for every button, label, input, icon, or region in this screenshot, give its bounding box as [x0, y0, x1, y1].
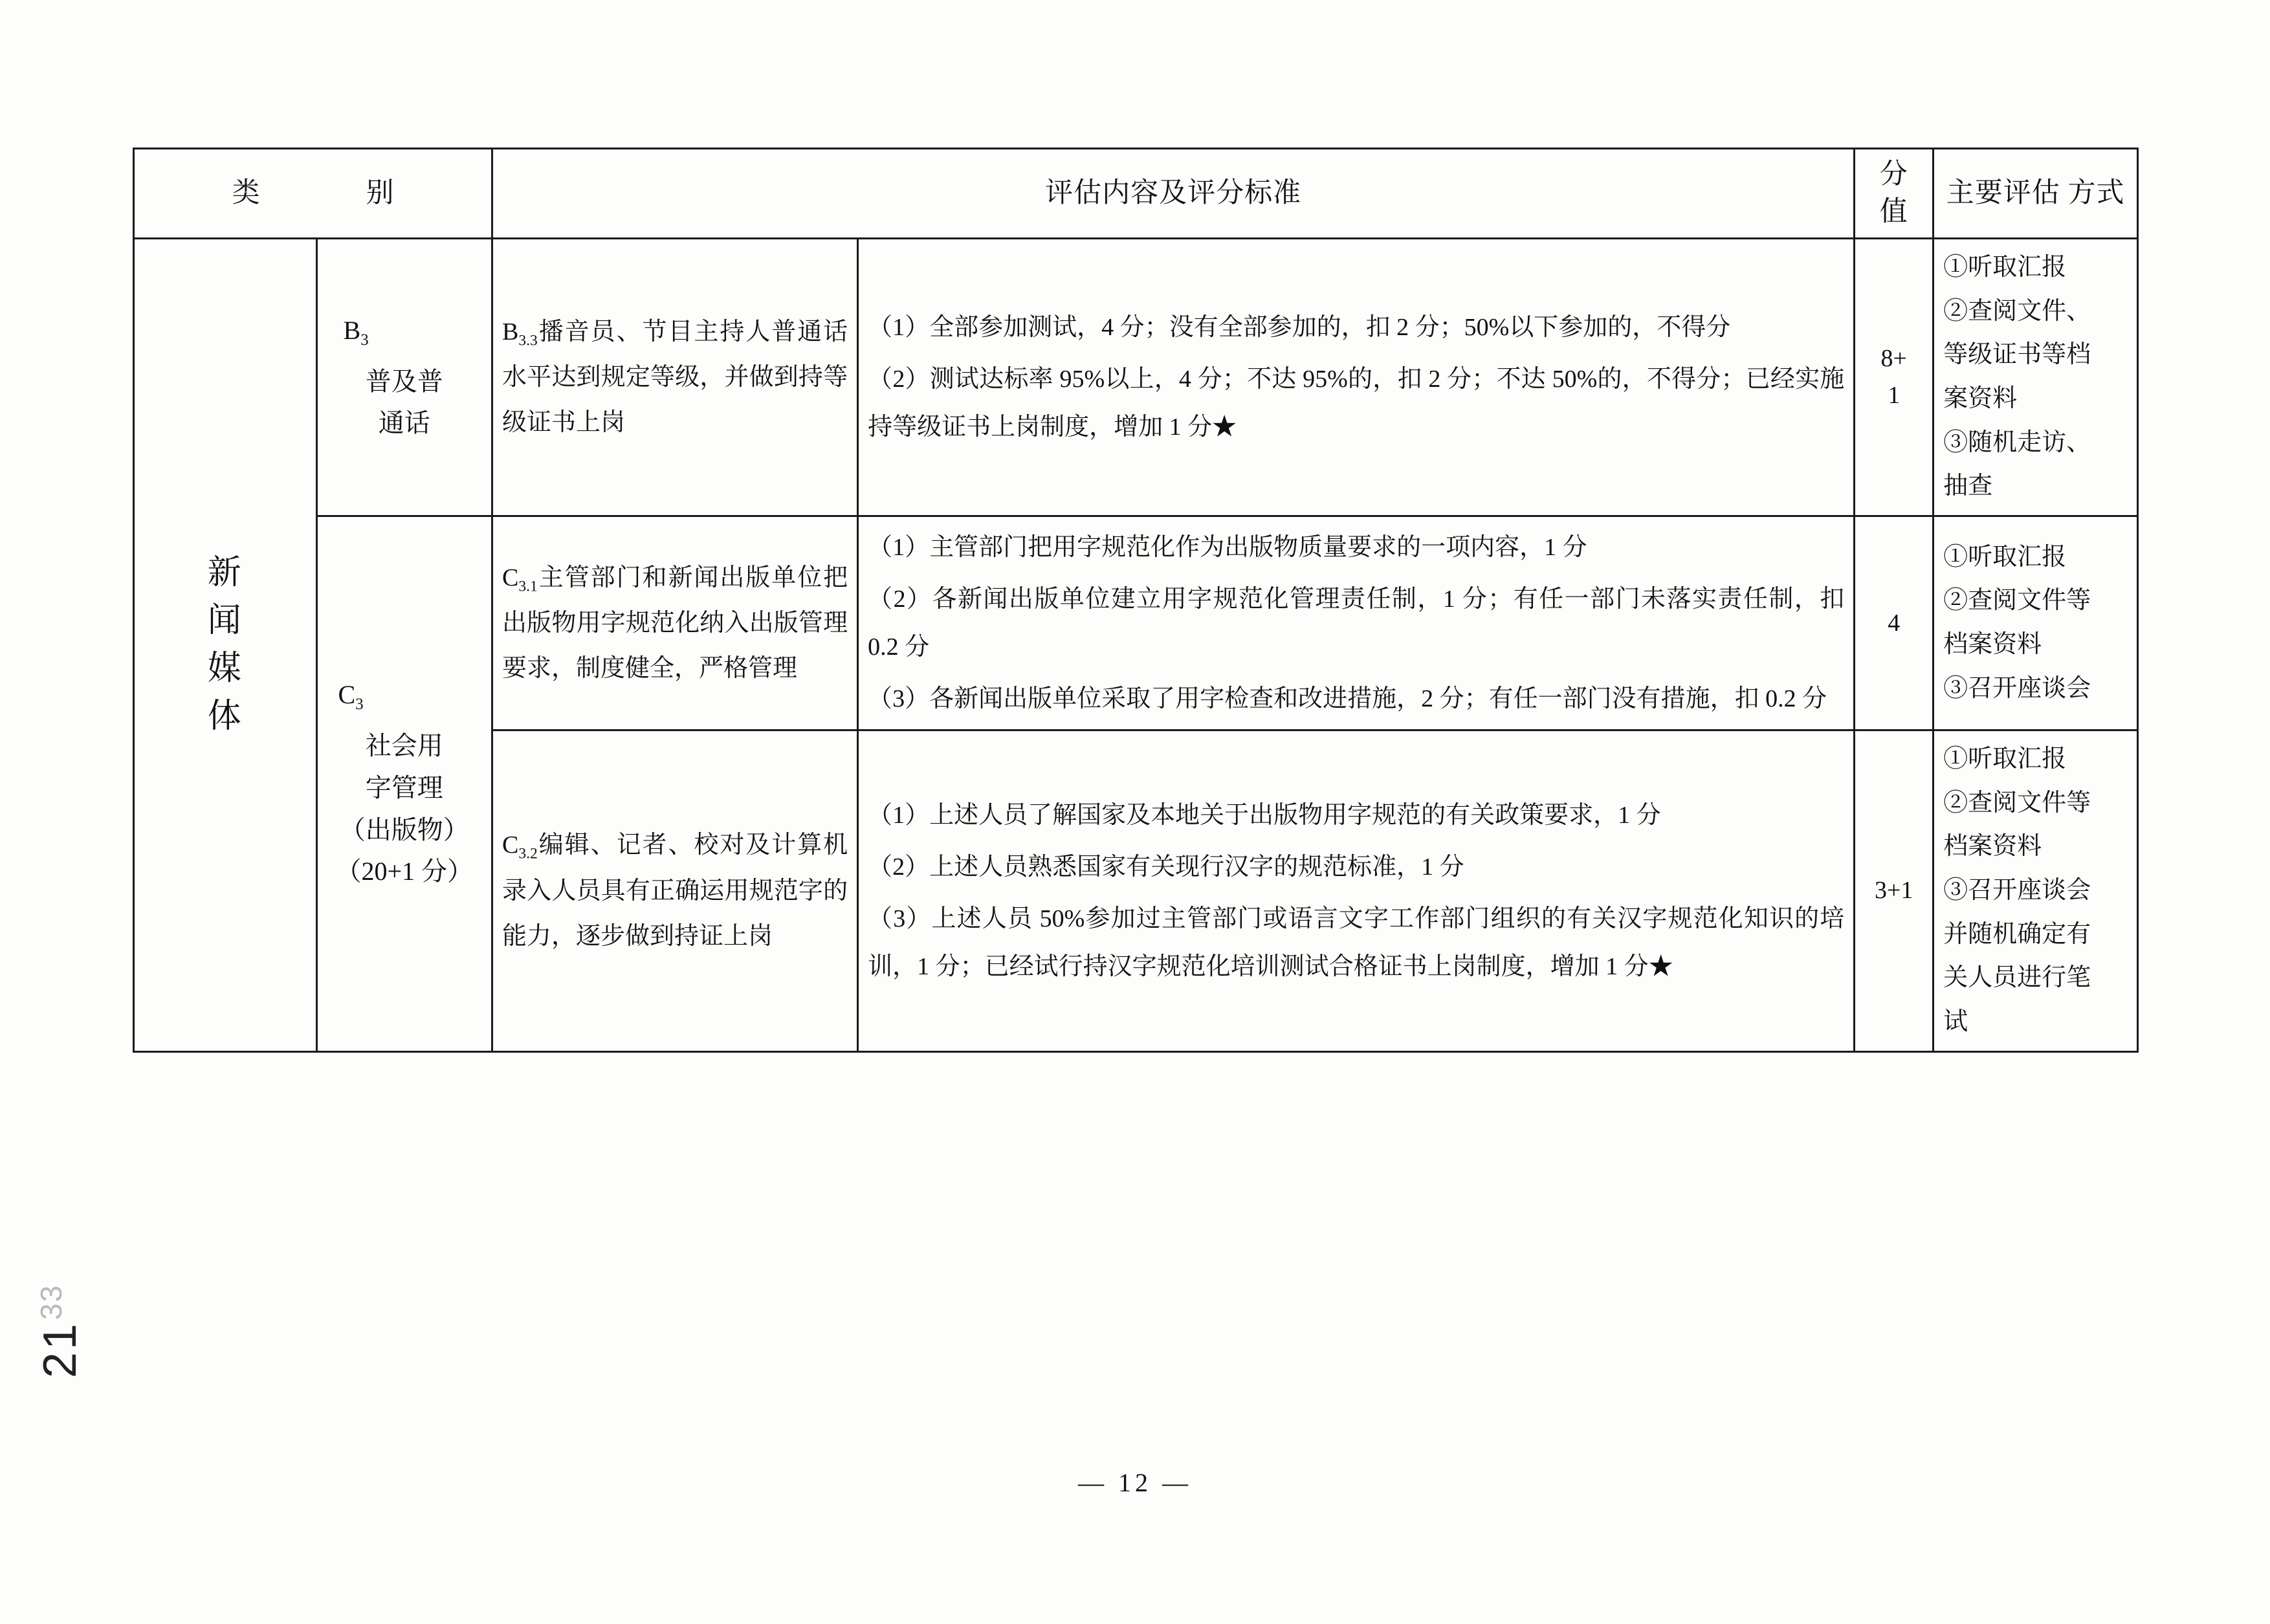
- side-number: 21: [34, 1321, 86, 1378]
- header-method-line1: 主要评估: [1946, 178, 2060, 209]
- method-line: 等级证书等档: [1943, 341, 2091, 369]
- header-content: 评估内容及评分标准: [492, 149, 1855, 239]
- method-line: ①听取汇报: [1943, 254, 2067, 281]
- criteria-line: （3）上述人员 50%参加过主管部门或语言文字工作部门组织的有关汉字规范化知识的培训，1 分；已经试行持汉字规范化培训测试合格证书上岗制度，增加 1 分★: [868, 905, 1845, 980]
- method-line: 并随机确定有: [1943, 920, 2091, 948]
- subcategory-b3: [316, 239, 492, 516]
- method-line: ②查阅文件等: [1943, 587, 2091, 615]
- item-text: 主管部门和新闻出版单位把出版物用字规范化纳入出版管理要求，制度健全，严格管理: [502, 564, 848, 683]
- item-code-sub: 3.2: [518, 846, 538, 863]
- subcategory-name-line: 普及普: [365, 366, 443, 396]
- subcategory-code: $B_3$: [343, 315, 369, 349]
- criteria-cell: [858, 730, 1855, 1051]
- criteria-cell: [858, 516, 1855, 730]
- method-line: 档案资料: [1943, 631, 2042, 659]
- assessment-table: [133, 148, 2139, 1053]
- table-row: [134, 516, 2138, 730]
- subcategory-code-sub: 3: [360, 331, 369, 349]
- score-line: 1: [1888, 381, 1901, 409]
- header-category: 类 别: [134, 149, 492, 239]
- item-text: 编辑、记者、校对及计算机录入人员具有正确运用规范字的能力，逐步做到持证上岗: [502, 831, 848, 950]
- item-cell: [492, 516, 858, 730]
- table-header-row: [134, 149, 2138, 239]
- score-cell: [1855, 516, 1934, 730]
- category-char: 闻: [207, 602, 243, 640]
- method-line: ③召开座谈会: [1943, 877, 2091, 905]
- header-method-line2: 方式: [2067, 178, 2125, 209]
- method-line: ②查阅文件等: [1943, 789, 2091, 817]
- header-method: [1934, 149, 2138, 239]
- subcategory-name-line: 社会用: [365, 731, 443, 761]
- score-cell: [1855, 730, 1934, 1051]
- criteria-line: （1）全部参加测试，4 分；没有全部参加的，扣 2 分；50%以下参加的，不得分: [868, 313, 1731, 341]
- item-code: $C_{3.1}$: [502, 564, 538, 595]
- criteria-line: （1）主管部门把用字规范化作为出版物质量要求的一项内容，1 分: [868, 533, 1587, 561]
- header-score-line1: 分: [1879, 159, 1908, 190]
- item-code: $B_{3.3}$: [502, 318, 538, 349]
- criteria-line: （2）测试达标率 95%以上，4 分；不达 95%的，扣 2 分；不达 50%的，不得分；已经实施持等级证书上岗制度，增加 1 分★: [868, 365, 1845, 441]
- subcategory-code-sub: 3: [355, 696, 364, 714]
- method-line: 试: [1943, 1007, 1968, 1035]
- category-cell: [134, 239, 317, 1052]
- header-score-line2: 值: [1879, 197, 1908, 228]
- category-char: 媒: [207, 650, 243, 687]
- subcategory-name-line: （出版物）: [339, 815, 469, 844]
- item-cell: [492, 730, 858, 1051]
- method-line: 案资料: [1943, 384, 2018, 412]
- table-row: [134, 239, 2138, 516]
- category-char: 新: [207, 554, 243, 592]
- side-number-faint: 33: [34, 1284, 68, 1320]
- category-char: 体: [207, 697, 243, 735]
- score-line: 8+: [1880, 344, 1907, 372]
- method-line: 关人员进行笔: [1943, 964, 2091, 992]
- criteria-line: （2）各新闻出版单位建立用字规范化管理责任制，1 分；有任一部门未落实责任制，扣 0.2 分: [868, 585, 1845, 661]
- criteria-line: （2）上述人员熟悉国家有关现行汉字的规范标准，1 分: [868, 853, 1464, 881]
- criteria-cell: [858, 239, 1855, 516]
- method-cell: [1934, 239, 2138, 516]
- method-line: 抽查: [1943, 472, 1993, 500]
- method-line: ①听取汇报: [1943, 543, 2067, 571]
- item-text: 播音员、节目主持人普通话水平达到规定等级，并做到持等级证书上岗: [502, 318, 848, 437]
- score-line: 4: [1888, 609, 1901, 637]
- item-cell: [492, 239, 858, 516]
- method-line: ①听取汇报: [1943, 745, 2067, 773]
- method-cell: [1934, 516, 2138, 730]
- score-cell: [1855, 239, 1934, 516]
- method-line: 档案资料: [1943, 833, 2042, 861]
- header-score: [1855, 149, 1934, 239]
- method-cell: [1934, 730, 2138, 1051]
- method-line: ③随机走访、: [1943, 428, 2091, 456]
- subcategory-name-line: 字管理: [365, 773, 443, 802]
- method-line: ③召开座谈会: [1943, 674, 2091, 702]
- method-line: ②查阅文件、: [1943, 297, 2091, 325]
- score-line: 3+1: [1875, 877, 1913, 905]
- page-number: — 12 —: [1078, 1468, 1192, 1497]
- criteria-line: （1）上述人员了解国家及本地关于出版物用字规范的有关政策要求，1 分: [868, 801, 1661, 829]
- criteria-line: （3）各新闻出版单位采取了用字检查和改进措施，2 分；有任一部门没有措施，扣 0.2 分: [868, 685, 1827, 713]
- subcategory-name-line: （20+1 分）: [335, 857, 474, 886]
- item-code-sub: 3.3: [518, 332, 538, 349]
- subcategory-name-line: 通话: [378, 408, 430, 438]
- assessment-table-container: [133, 148, 2139, 1053]
- subcategory-code: $C_3$: [338, 680, 364, 714]
- subcategory-c3: [316, 516, 492, 1051]
- item-code: $C_{3.2}$: [502, 831, 538, 863]
- item-code-sub: 3.1: [518, 578, 538, 595]
